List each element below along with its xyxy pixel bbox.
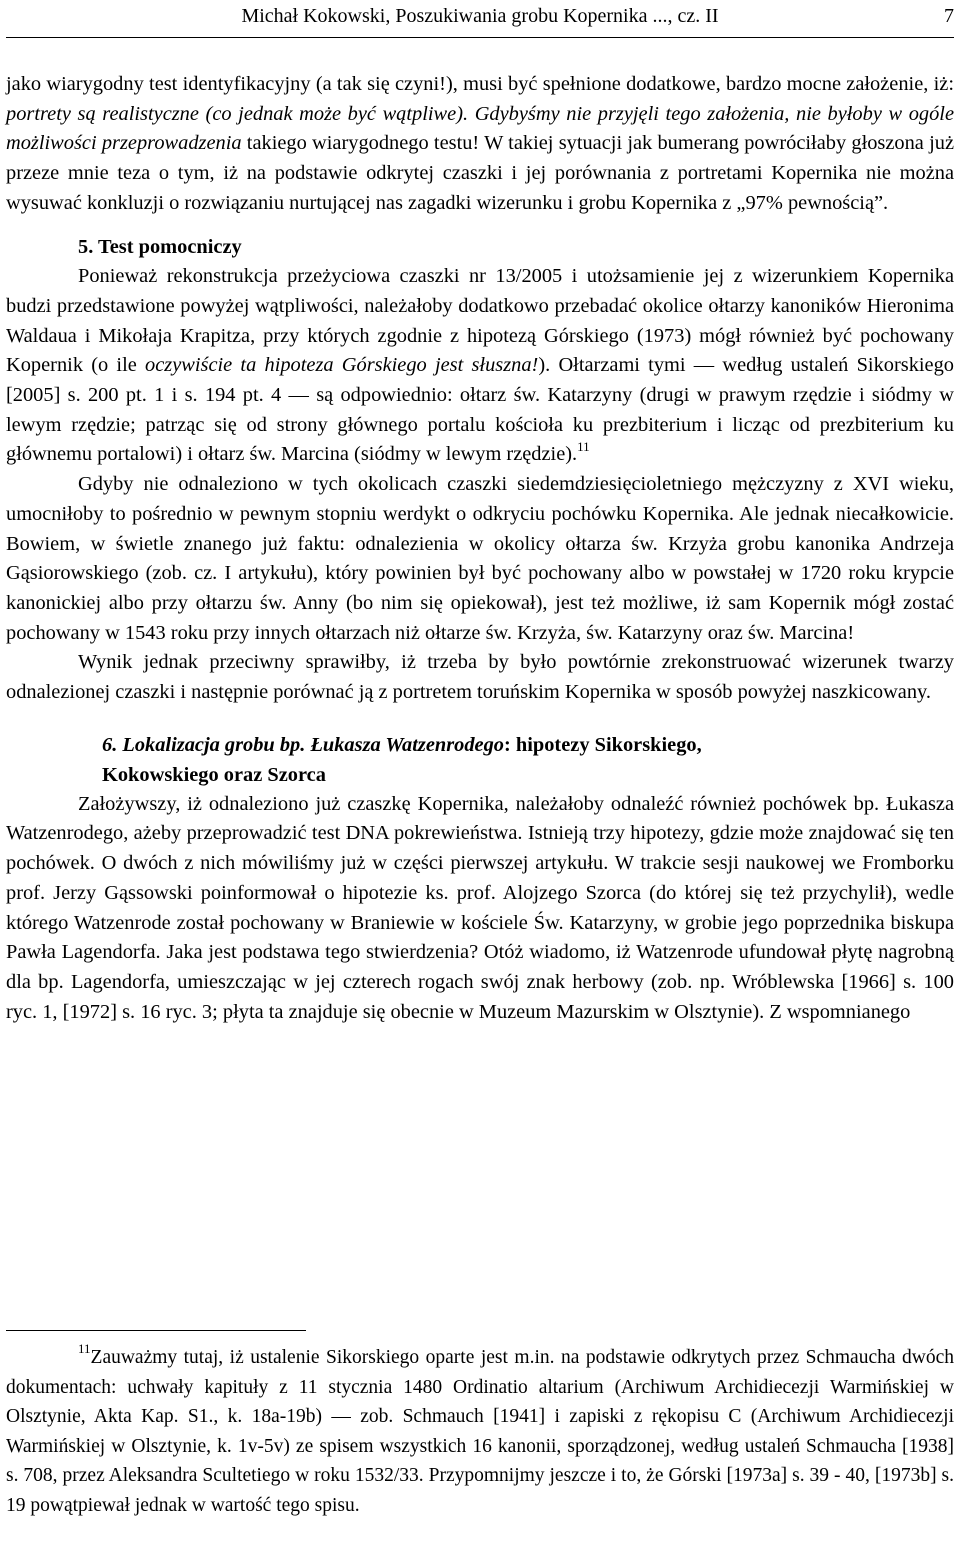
p2-italic-text: oczywiście ta hipoteza Górskiego jest słuszna! <box>145 354 539 377</box>
p2-text-c: ). Ołtarzami tymi — według ustaleń Sikorskiego [2005] s. 200 pt. 1 i s. 194 pt. 4 — są odpowiednio: ołtarz św. Katarzyny (drugi w prawym rzędzie i siódmy w lewym rzędzie; patrząc się od strony głównego portalu kościoła ku prezbiterium i licząc od prezbiterium ku głównemu portalowi) i ołtarz św. Marcina (siódmy w lewym rzędzie). <box>6 354 955 466</box>
section-6-heading-italic: 6. Lokalizacja grobu bp. Łukasza Watzenrodego <box>102 733 504 756</box>
paragraph-4: Wynik jednak przeciwny sprawiłby, iż trzeba by było powtórnie zrekonstruować wizerunek twarzy odnalezionej czaszki i następnie porównać ją z portretem toruńskim Kopernika w sposób powyżej naszkicowany. <box>6 651 954 704</box>
p1-italic-text: portrety są realistyczne (co jednak może być wątpliwe). Gdybyśmy nie przyjęli tego założenia, nie byłoby w ogóle możliwości przeprowadzenia <box>6 102 954 155</box>
p1-text-c: takiego wiarygodnego testu! W takiej sytuacji jak bumerang powróciłaby głoszona już przeze mnie teza o tym, iż na podstawie odkrytej czaszki i jej porównania z portretami Kopernika nie można wysuwać konkluzji o rozwiązaniu nurtującej nas zagadki wizerunku i grobu Kopernika z „97% pewnością”. <box>6 132 954 214</box>
footnote-ref-11[interactable]: 11 <box>577 439 590 455</box>
section-6-heading-rest: : hipotezy Sikorskiego, <box>504 733 702 756</box>
paragraph-1 <box>6 70 954 219</box>
footnote-mark: 11 <box>78 1341 91 1356</box>
p1-text-a: jako wiarygodny test identyfikacyjny (a tak się czyni!), musi być spełnione dodatkowe, bardzo mocne założenie, iż: <box>6 73 954 95</box>
running-header <box>0 0 960 42</box>
paragraph-2 <box>6 262 954 470</box>
paragraph-3: Gdyby nie odnaleziono w tych okolicach czaszki siedemdziesięcioletniego mężczyzny z XVI wieku, umocniłoby to pośrednio w pewnym stopniu werdykt o odkryciu pochówku Kopernika. Ale jednak niecałkowicie. Bowiem, w świetle znanego już faktu: odnalezienia w okolicy ołtarza św. Krzyża grobu kanonika Andrzeja Gąsiorowskiego (zob. cz. I artykułu), który powinien był być pochowany albo w powstałej w 1720 roku krypcie kanonickiej albo przy ołtarzu św. Anny (bo nim się opiekował), jest też możliwe, iż sam Kopernik mógł zostać pochowany w 1543 roku przy innych ołtarzach niż ołtarze św. Krzyża, św. Katarzyny oraz św. Marcina! <box>6 473 954 644</box>
paragraph-5: Założywszy, iż odnaleziono już czaszkę Kopernika, należałoby odnaleźć również pochówek bp. Łukasza Watzenrodego, ażeby przeprowadzić test DNA pokrewieństwa. Istnieją trzy hipotezy, gdzie może znajdować się ten pochówek. O dwóch z nich mówiliśmy już w części pierwszej artykułu. W trakcie sesji naukowej we Fromborku prof. Jerzy Gąssowski poinformował o hipotezie ks. prof. Alojzego Szorca (do której się też przychylił), wedle którego Watzenrode został pochowany w Braniewie w kościele Św. Katarzyny, w grobie jego poprzednika biskupa Pawła Lagendorfa. Jaka jest podstawa tego stwierdzenia? Otóż wiadomo, iż Watzenrode ufundował płytę nagrobną dla bp. Lagendorfa, umieszczając w jej czterech rogach swój znak herbowy (zob. np. Wróblewska [1966] s. 100 ryc. 1, [1972] s. 16 ryc. 3; płyta ta znajduje się obecnie w Muzeum Mazurskim w Olsztynie). Z wspomnianego <box>6 792 954 1023</box>
section-5-heading: 5. Test pomocniczy <box>78 235 242 258</box>
body-text <box>6 70 954 1027</box>
p2-text-a: Ponieważ rekonstrukcja przeżyciowa czaszki nr 13/2005 i utożsamienie jej z wizerunkiem Kopernika budzi przedstawione powyżej wątpliwości, należałoby dodatkowo przebadać okolice ołtarzy kanoników Hieronima Waldaua i Mikołaja Krapitza, przy których zgodnie z hipotezą Górskiego (1973) mógł również być pochowany Kopernik (o ile <box>6 265 954 377</box>
footnote-paragraph <box>6 1343 954 1520</box>
page-number: 7 <box>944 5 954 27</box>
footnote-text: Zauważmy tutaj, iż ustalenie Sikorskiego oparte jest m.in. na podstawie odkrytych przez Schmaucha dwóch dokumentach: uchwały kapituły z 11 stycznia 1480 Ordinatio altarium (Archiwum Archidiecezji Warmińskiej w Olsztynie, Akta Kap. S1., k. 18a-19b) — zob. Schmauch [1941] i zapiski z rękopisu C (Archiwum Archidiecezji Warmińskiej w Olsztynie, k. 1v-5v) ze spisem wszystkich 16 kanonii, sporządzonej, według ustaleń Schmaucha [1938] s. 708, przez Aleksandra Scultetiego w roku 1532/33. Przypomnijmy jeszcze i to, że Górski [1973a] s. 39 - 40, [1973b] s. 19 powątpiewał jednak w wartość tego spisu. <box>6 1347 954 1516</box>
section-6-heading <box>6 730 954 790</box>
running-title: Michał Kokowski, Poszukiwania grobu Kopernika ..., cz. II <box>241 5 719 27</box>
footnote-rule <box>6 1330 306 1331</box>
footnote-11 <box>6 1343 954 1520</box>
header-rule <box>6 37 954 38</box>
section-6-heading-line2: Kokowskiego oraz Szorca <box>102 763 326 786</box>
